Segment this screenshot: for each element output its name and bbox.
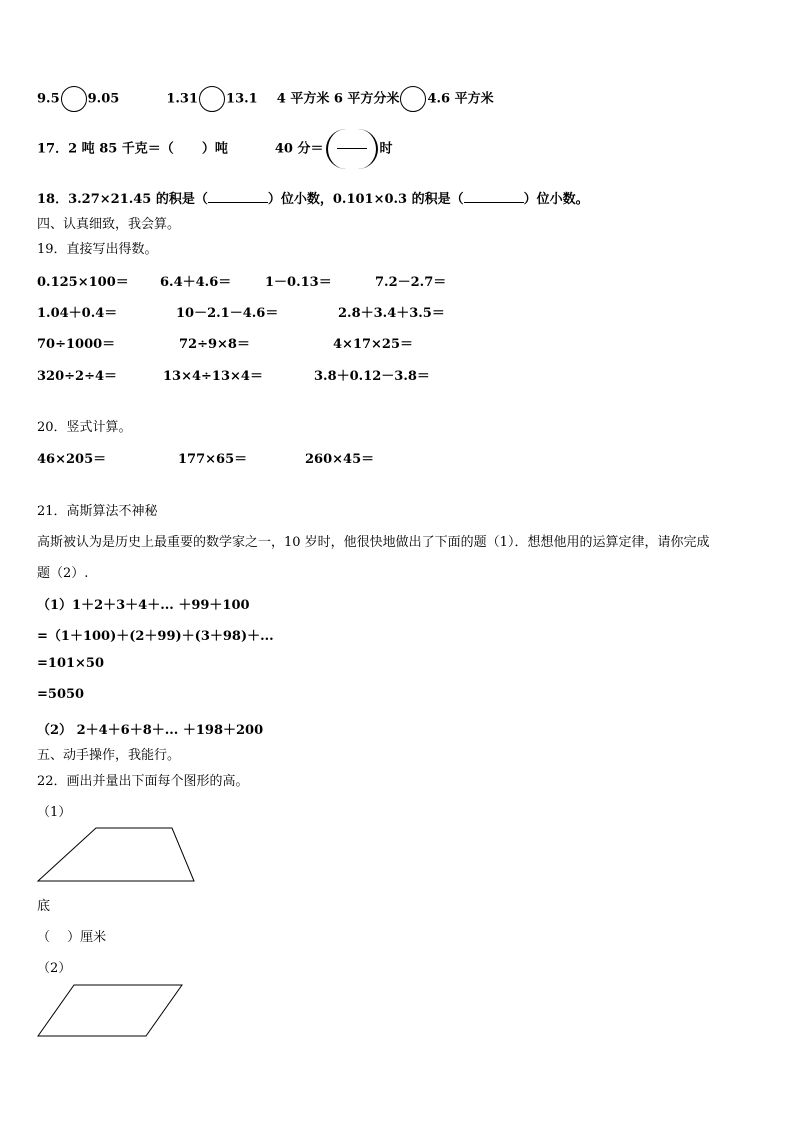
q22-base-label: 底 [37,899,51,914]
q18-blank-1[interactable] [208,190,268,203]
q17-mid: ）吨 [201,141,228,157]
compare-a-right: 9.05 [87,91,120,107]
compare-c-left: 4 平方米 6 平方分米 [276,91,400,107]
q19-r3c1: 70÷1000＝ [37,337,116,352]
q19-r1c2: 6.4＋4.6＝ [160,275,232,290]
q19-r2c1: 1.04＋0.4＝ [37,306,118,321]
compare-c-right: 4.6 平方米 [427,91,494,107]
q20-item-2: 177×65＝ [178,452,248,467]
q21-line-3: =101×50 [37,656,105,671]
q21-title: 21．高斯算法不神秘 [37,504,158,519]
q17-part2: 40 分＝ [274,141,324,157]
q19-r1c4: 7.2－2.7＝ [375,275,447,290]
q18-part3: ）位小数。 [523,192,589,207]
question-18 [37,188,589,207]
q22-part1-label: （1） [37,805,72,820]
compare-circle-c[interactable] [400,86,426,112]
q19-r3c3: 4×17×25＝ [333,337,414,352]
q18-blank-2[interactable] [464,190,524,203]
q21-line-5: （2） 2＋4＋6＋8＋... ＋198＋200 [37,723,264,738]
q19-r2c3: 2.8＋3.4＋3.5＝ [338,306,445,321]
question-17 [37,129,393,169]
q21-line-4: =5050 [37,687,85,702]
compare-b-right: 13.1 [226,91,258,107]
q19-r3c2: 72÷9×8＝ [179,337,250,352]
q17-suffix: 时 [379,141,393,157]
compare-a-left: 9.5 [37,91,60,107]
q18-part1: 18．3.27×21.45 的积是（ [37,192,208,207]
q19-r4c2: 13×4÷13×4＝ [163,369,263,384]
q21-desc-line1: 高斯被认为是历史上最重要的数学家之一，10 岁时，他很快地做出了下面的题（1）．想想他用的运算定律，请你完成 [37,535,710,550]
compare-b-left: 1.31 [166,91,199,107]
q21-line-1: （1）1＋2＋3＋4＋... ＋99＋100 [37,598,250,613]
compare-circle-a[interactable] [61,86,87,112]
q20-title: 20．竖式计算。 [37,420,132,435]
compare-row [37,86,494,112]
q19-title: 19．直接写出得数。 [37,242,158,257]
q22-part2-label: （2） [37,961,72,976]
q19-r4c1: 320÷2÷4＝ [37,369,118,384]
q17-prefix: 17．2 吨 85 千克＝（ [37,141,174,157]
compare-circle-b[interactable] [199,86,225,112]
q20-item-1: 46×205＝ [37,452,107,467]
q17-fraction-blank[interactable] [326,129,378,169]
q22-title: 22．画出并量出下面每个图形的高。 [37,774,249,789]
q19-r1c1: 0.125×100＝ [37,275,129,290]
q19-r4c3: 3.8＋0.12－3.8＝ [314,369,430,384]
section-5-heading: 五、动手操作，我能行。 [37,748,181,763]
section-4-heading: 四、认真细致，我会算。 [37,217,181,232]
q18-part2: ）位小数，0.101×0.3 的积是（ [267,192,464,207]
q21-desc-line2: 题（2）. [37,566,89,581]
trapezoid-figure [36,826,198,884]
q21-line-2: =（1＋100)＋(2＋99)＋(3＋98)＋... [37,629,274,644]
q19-r1c3: 1－0.13＝ [265,275,332,290]
q22-answer-line: （ ）厘米 [37,930,107,945]
q19-r2c2: 10－2.1－4.6＝ [176,306,279,321]
q20-item-3: 260×45＝ [305,452,375,467]
parallelogram-figure [36,983,186,1039]
